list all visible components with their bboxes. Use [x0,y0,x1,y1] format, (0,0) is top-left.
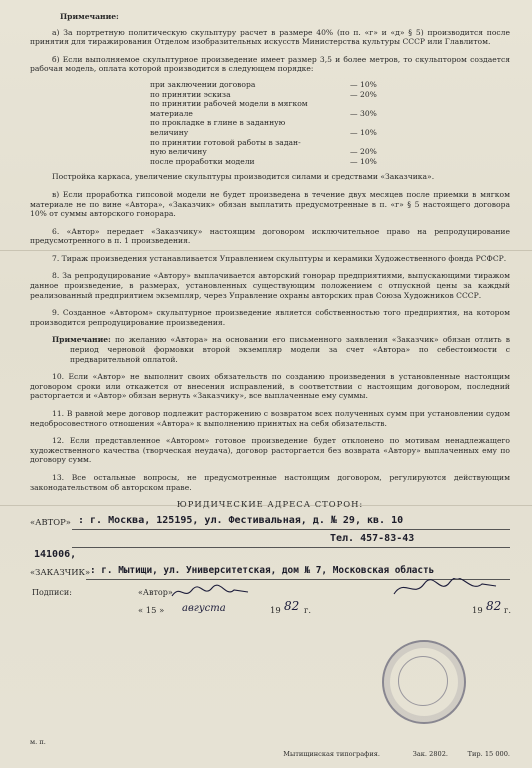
payment-stage: после проработки модели [150,156,255,166]
author-label: «АВТОР» [30,516,71,527]
payment-row [150,138,410,148]
paragraph-11: 11. В равной мере договор подлежит расторжению с возвратом всех полученных сумм при установлении судом недобросовестного отношения «Автора» к выполнению принятых на себя обязательств. [30,409,510,428]
paragraph-9: 9. Созданное «Автором» скульптурное произведение является собственностью того предприятия, на котором производится репродуцирование произведения. [30,308,510,327]
paragraph-7: 7. Тираж произведения устанавливается Управлением скульптуры и керамики Художественного фонда РСФСР. [52,253,507,263]
customer-index: 141006, [34,548,77,560]
address-line [72,547,510,548]
payment-percent [330,118,410,128]
note-2-label: Примечание: [52,335,111,345]
payment-stage: материале [150,108,193,118]
payment-percent: — 20% [350,89,377,99]
paragraph-8: 8. За репродуцирование «Автору» выплачивается авторский гонорар предприятиями, выпускающими тиражом данное произведение, в размерах, установленных существующим положением с отпускной цены за каждый реализованный предприятием экземпляр, через Управление охраны авторских прав Союза Художников СССР. [30,271,510,300]
paragraph-b: б) Если выполняемое скульптурное произведение имеет размер 3,5 и более метров, то скульптором создается рабочая модель, оплата которой производится в следующем порядке: [30,54,510,74]
customer-index-row [30,550,510,564]
payment-row [150,157,410,167]
date-month: августа [182,602,226,614]
payment-percent: — 30% [350,108,377,118]
round-stamp [382,640,466,724]
author-phone: Тел. 457-83-43 [330,532,415,544]
address-line [72,529,510,530]
year-2: 82 [486,598,502,613]
note-2-text: по желанию «Автора» на основании его письменного заявления «Заказчик» обязан отлить в период черновой формовки второй экземпляр модели за счет «Автора» по себестоимости с предварительной оплатой. [70,335,511,364]
paragraph-frame: Постройка каркаса, увеличение скульптуры производится силами и средствами «Заказчика». [52,172,435,182]
payment-row [150,80,410,90]
date-row [30,598,512,622]
payment-stage: ную величину [150,147,207,157]
paragraph-12: 12. Если представленное «Автором» готовое произведение будет отклонено по мотивам ненадлежащего художественного качества (творческая неудача), договор расторгается без возврата «Автору» выплаченных ему по договору сумм. [30,436,510,465]
year-suffix-1: г. [304,604,312,615]
payment-stage: по принятии эскиза [150,89,231,99]
fold-line [0,505,532,506]
seal-place: м. п. [30,738,46,747]
payment-stage: по принятии готовой работы в задан- [150,137,301,147]
note-2 [30,335,510,364]
payment-schedule [150,80,410,166]
author-phone-row [30,532,510,550]
paragraph-a: а) За портретную политическую скульптуру расчет в размере 40% (по п. «г» и «д» § 5) производится после принятия для тиражирования Отделом изобразительных искусств Министерства культуры СССР или Главлитом. [30,27,510,47]
payment-stage: по прокладке в глине в заданную [150,118,286,128]
addresses-title: ЮРИДИЧЕСКИЕ АДРЕСА СТОРОН: [176,499,364,510]
fold-line [0,250,532,251]
payment-row [150,128,410,138]
payment-percent [330,99,410,109]
payment-row [150,147,410,157]
note-heading: Примечание: [60,12,119,21]
author-sign-label: «Автор» [138,587,173,597]
paragraph-10: 10. Если «Автор» не выполнит своих обязательств по созданию произведения в установленные настоящим договором сроки или откажется от внесения исправлений, в соответствии с настоящим договором, последний расторгается и «Автор» обязан вернуть «Заказчику», все выплаченные ему суммы. [30,372,510,401]
paragraph-v: в) Если проработка гипсовой модели не будет произведена в течение двух месяцев после приемки в мягком материале не по вине «Автора», «Заказчик» обязан выплатить предусмотренные в п. «г» § 5 настоящего договора 10% от суммы авторского гонорара. [30,189,510,219]
paragraph-13: 13. Все остальные вопросы, не предусмотренные настоящим договором, регулируются действующим законодательством об авторском праве. [30,472,510,492]
author-address-row [30,514,510,532]
date-day: « 15 » [138,604,165,615]
print-run: Тир. 15 000. [467,750,510,759]
payment-row [150,109,410,119]
printer: Мытищинская типография. [283,750,380,759]
payment-stage: при заключении договора [150,79,256,89]
payment-row [150,118,410,128]
order-number: Зак. 2802. [412,750,448,759]
payment-row [150,99,410,109]
payment-percent: — 20% [350,147,377,157]
customer-label: «ЗАКАЗЧИК» [30,566,91,577]
signatures-label: Подписи: [32,587,72,597]
payment-percent: — 10% [350,127,377,137]
author-address: : г. Москва, 125195, ул. Фестивальная, д. № 29, кв. 10 [78,514,404,526]
payment-stage: по принятии рабочей модели в мягком [150,99,308,109]
signatures-row [30,582,510,602]
year-1: 82 [284,598,300,613]
payment-percent: — 10% [350,156,377,166]
payment-percent: — 10% [350,79,377,89]
author-signature [170,582,250,602]
payment-row [150,90,410,100]
payment-stage: величину [150,127,189,137]
payment-percent [330,138,410,148]
customer-signature [390,578,500,600]
year-prefix-1: 19 [270,604,281,615]
year-suffix-2: г. [504,604,512,615]
year-prefix-2: 19 [472,604,483,615]
paragraph-6: 6. «Автор» передает «Заказчику» настоящим договором исключительное право на репродуцирование предусмотренного в п. 1 произведения. [30,226,510,246]
customer-address: : г. Мытищи, ул. Университетская, дом № 7, Московская область [90,564,435,576]
